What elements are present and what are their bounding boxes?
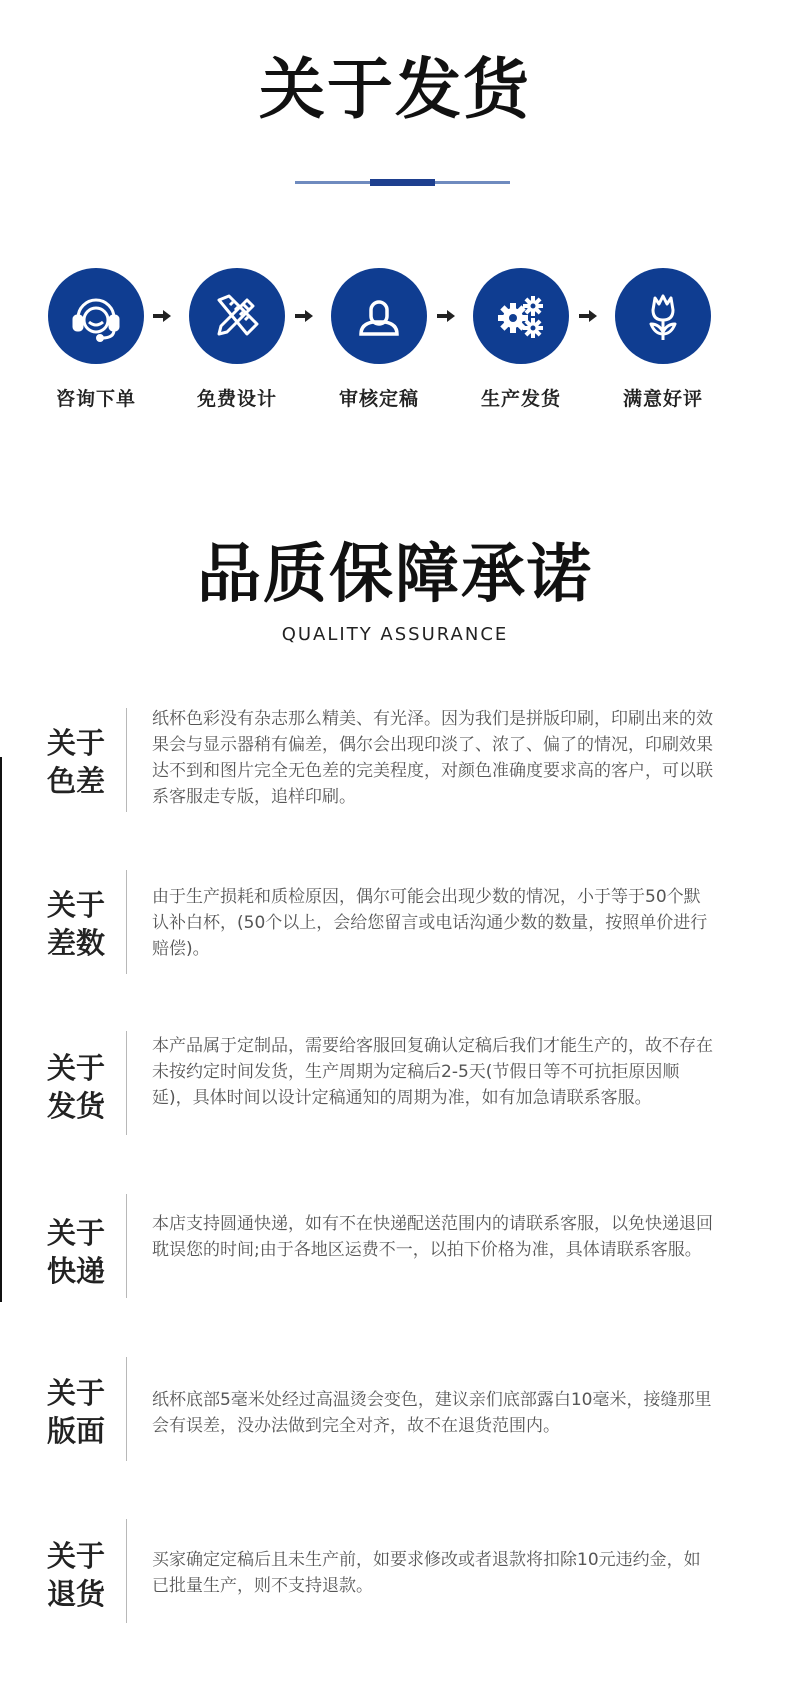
- policy-heading: 关于 发货: [46, 1051, 105, 1123]
- policy-text: 本店支持圆通快递，如有不在快递配送范围内的请联系客服，以免快递退回耽误您的时间;由于各地区运费不一，以拍下价格为准，具体请联系客服。: [152, 1214, 713, 1260]
- headset-icon: [48, 268, 144, 364]
- policy-text: 纸杯色彩没有杂志那么精美、有光泽。因为我们是拼版印刷，印刷出来的效果会与显示器稍有偏差，偶尔会出现印淡了、浓了、偏了的情况，印刷效果达不到和图片完全无色差的完美程度，对颜色准确度要求高的客户，可以联系客服走专版，追样印刷。: [152, 709, 713, 807]
- policy-heading: 关于 版面: [46, 1376, 105, 1448]
- quality-title: 品质保障承诺: [197, 538, 593, 612]
- person-icon: [331, 268, 427, 364]
- pencil-ruler-icon: [189, 268, 285, 364]
- policy-text: 纸杯底部5毫米处经过高温烫会变色，建议亲们底部露白10毫米，接缝那里会有误差，没办法做到完全对齐，故不在退货范围内。: [152, 1390, 712, 1436]
- policy-divider: [126, 870, 127, 974]
- step-design: [172, 268, 302, 411]
- step-review: [314, 268, 444, 411]
- step-label: 满意好评: [622, 388, 703, 410]
- shipping-title: 关于发货: [259, 51, 531, 128]
- policy-text: 本产品属于定制品，需要给客服回复确认定稿后我们才能生产的，故不存在未按约定时间发货，生产周期为定稿后2-5天(节假日等不可抗拒原因顺延)，具体时间以设计定稿通知的周期为准，如有加急请联系客服。: [152, 1036, 713, 1108]
- policy-express: [0, 1194, 790, 1304]
- policy-divider: [126, 708, 127, 812]
- policy-quantity-diff: [0, 870, 790, 980]
- policy-divider: [126, 1357, 127, 1461]
- arrow-right-icon: [153, 310, 171, 322]
- step-label: 咨询下单: [55, 388, 136, 410]
- policy-color-diff: [0, 706, 790, 816]
- step-produce: [456, 268, 586, 411]
- policy-divider: [126, 1519, 127, 1623]
- step-consult: [31, 268, 161, 411]
- arrow-right-icon: [437, 310, 455, 322]
- policy-heading: 关于 快递: [46, 1216, 105, 1288]
- gears-icon: [473, 268, 569, 364]
- policy-divider: [126, 1031, 127, 1135]
- policy-return: [0, 1519, 790, 1629]
- policy-text: 由于生产损耗和质检原因，偶尔可能会出现少数的情况，小于等于50个默认补白杯，(50个以上，会给您留言或电话沟通少数的数量，按照单价进行赔偿)。: [152, 887, 708, 959]
- title-divider-accent: [370, 179, 435, 186]
- step-label: 生产发货: [480, 388, 561, 410]
- arrow-right-icon: [579, 310, 597, 322]
- policy-layout: [0, 1357, 790, 1467]
- step-rating: [598, 268, 728, 411]
- step-label: 免费设计: [196, 388, 277, 410]
- step-label: 审核定稿: [338, 388, 419, 410]
- process-steps: [0, 268, 790, 428]
- flower-icon: [615, 268, 711, 364]
- quality-subtitle: QUALITY ASSURANCE: [281, 624, 509, 645]
- policy-divider: [126, 1194, 127, 1298]
- policy-heading: 关于 色差: [46, 726, 105, 798]
- policy-heading: 关于 退货: [46, 1539, 105, 1611]
- policy-heading: 关于 差数: [46, 888, 105, 960]
- arrow-right-icon: [295, 310, 313, 322]
- policy-text: 买家确定定稿后且未生产前，如要求修改或者退款将扣除10元违约金，如已批量生产，则不支持退款。: [152, 1550, 701, 1596]
- policy-shipping: [0, 1031, 790, 1141]
